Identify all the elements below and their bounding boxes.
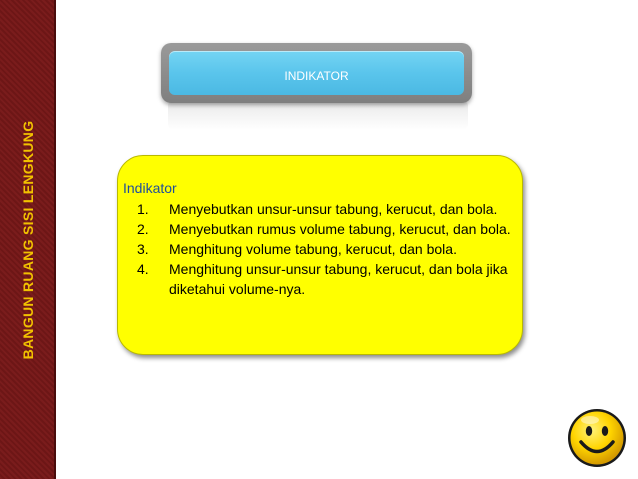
- list-item-text: Menghitung unsur-unsur tabung, kerucut, dan bola jika diketahui volume-nya.: [169, 261, 508, 297]
- page-title: INDIKATOR: [284, 69, 349, 83]
- smiley-face-icon: [566, 407, 628, 469]
- sidebar-title: BANGUN RUANG SISI LENGKUNG: [20, 120, 36, 360]
- list-item-number: 3.: [137, 241, 149, 257]
- sidebar-bar: [0, 0, 56, 479]
- list-item: [123, 219, 513, 239]
- list-item-text: Menghitung volume tabung, kerucut, dan bola.: [169, 241, 457, 257]
- list-item-text: Menyebutkan rumus volume tabung, kerucut, dan bola.: [169, 221, 511, 237]
- indicator-heading: Indikator: [123, 180, 177, 196]
- list-item-text: Menyebutkan unsur-unsur tabung, kerucut, dan bola.: [169, 201, 498, 217]
- list-item-number: 2.: [137, 221, 149, 237]
- indicator-panel: [117, 155, 523, 355]
- header-banner: [169, 51, 464, 95]
- list-item: [123, 239, 513, 259]
- list-item: [123, 259, 513, 299]
- header-reflection: [168, 100, 468, 130]
- list-item-number: 4.: [137, 261, 149, 277]
- list-item: [123, 199, 513, 219]
- list-item-number: 1.: [137, 201, 149, 217]
- indicator-list: [123, 199, 513, 299]
